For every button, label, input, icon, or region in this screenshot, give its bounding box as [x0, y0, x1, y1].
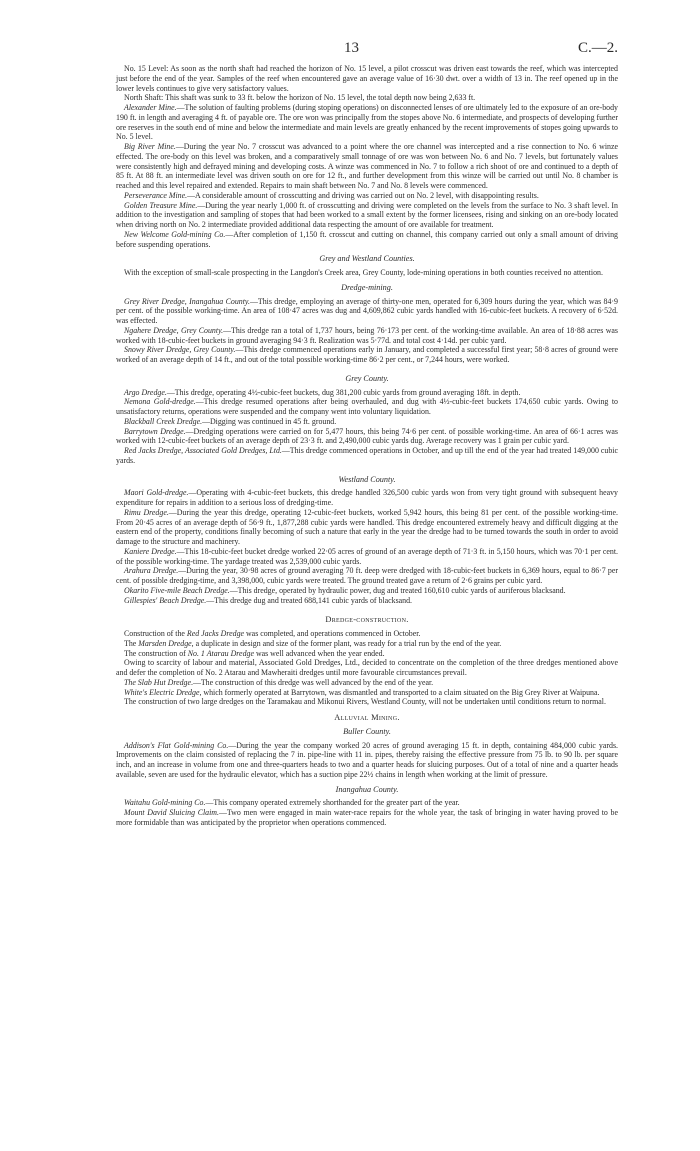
paragraph-text: North Shaft: This shaft was sunk to 33 ft. below the horizon of No. 15 level, the total depth now being 2,633 ft.: [124, 93, 476, 103]
section-heading-grey-county: Grey County.: [345, 373, 389, 383]
dredge-name: Marsden Dredge: [138, 638, 192, 648]
paragraph-title: Big River Mine.: [124, 142, 176, 151]
section-heading-dredge-construction: Dredge-construction.: [325, 615, 409, 625]
paragraph-text: The construction of: [124, 648, 188, 658]
paragraph-title: Waitahu Gold-mining Co.: [124, 798, 206, 808]
paragraph: [116, 508, 618, 547]
paragraph-text: —This dredge resumed operations after being overhauled, and dug with 4½-cubic-feet buckets 174,650 cubic yards. Owing to unsatisfactory returns, operations were suspended and the company went into voluntary liquidation.: [116, 397, 618, 416]
paragraph: [116, 64, 618, 93]
paragraph-title: New Welcome Gold-mining Co.: [124, 229, 226, 239]
paragraph-text: Construction of the: [124, 629, 187, 638]
paragraph: [116, 201, 618, 230]
paragraph: [116, 566, 618, 586]
paragraph-text: —This dredge, operated by hydraulic power, dug and treated 160,610 cubic yards of auriferous blacksand.: [229, 585, 566, 595]
paragraph-text: —Digging was continued in 45 ft. ground.: [202, 416, 337, 426]
section-heading-alluvial-mining: Alluvial Mining.: [334, 713, 400, 722]
section-heading-westland-county: Westland County.: [338, 474, 396, 484]
section-dredge-mining: [116, 297, 618, 365]
paragraph: [116, 547, 618, 567]
paragraph-text: —After completion of 1,150 ft. crosscut and cutting on channel, this company carried out only a small amount of driving before suspending operations.: [116, 229, 618, 249]
paragraph-text: —This dredge, employing an average of thirty-one men, operated for 6,309 hours during the year, which was 84·9 per cent. of the possible working-time. An area of 108·47 acres was dug and 4,609,862 cubic yards handled with 16-cubic-feet buckets. A recovery of 6·52d. was effected.: [116, 296, 619, 325]
paragraph-text: —This dredge commenced operations in October, and up till the end of the year had treated 149,000 cubic yards.: [116, 446, 618, 465]
paragraph: [116, 697, 618, 707]
paragraph-title: Golden Treasure Mine.: [124, 200, 198, 210]
paragraph: With the exception of small-scale prospecting in the Langdon's Creek area, Grey County, lode-mining operations in both counties received no attention.: [124, 268, 603, 277]
paragraph: [116, 808, 618, 828]
paragraph-text: —During the year No. 7 crosscut was advanced to a point where the ore channel was intercepted and a rise connection to No. 6 winze effected. The ore-body on this level was broken, and a comparatively small tonnage of ore was won between No. 6 and No. 7 levels, but fortunately values were consistently high and defrayed mining and developing costs. A winze was commenced in No. 7 to follow a rich shoot of ore and continued to a depth of 85 ft. At 88 ft. an intermediate level was driven south on ore for 12 ft., and further development from this winze will be carried out until No. 8 chamber is reached and this level repaired and extended. Repairs to main shaft between No. 7 and No. 8 levels were commenced.: [116, 142, 618, 190]
paragraph: [116, 678, 618, 688]
paragraph-title: Arahura Dredge.: [124, 566, 179, 576]
paragraph-text: —Dredging operations were carried on for 5,477 hours, this being 74·6 per cent. of possible working-time. An area of 66·1 acres was worked with 12-cubic-feet buckets of an average depth of 23·3 ft. and 2,490,000 cubic yards dug. Average recovery was 1 grain per cubic yard.: [116, 426, 619, 446]
paragraph: [116, 688, 618, 698]
paragraph-title: Rimu Dredge.: [124, 507, 169, 517]
paragraph-text: —During the year this dredge, operating 12-cubic-feet buckets, worked 5,942 hours, this being 81 per cent. of the possible working-time. From 20·45 acres of an average depth of 56·9 ft., 1,877,288 cubic yards were handled. This dredge encountered extremely heavy and difficult digging at the eastern end of the property, conditions finally becoming of such a nature that early in the year the dredge had to be turned towards the south in order to avoid damage to the structure and machinery.: [116, 507, 618, 546]
section-westland-county: [116, 488, 618, 605]
section-heading-grey-westland: Grey and Westland Counties.: [319, 254, 415, 264]
paragraph-title: Okarito Five-mile Beach Dredge.: [124, 585, 230, 595]
paragraph: [116, 388, 618, 398]
paragraph-title: Grey River Dredge, Inangahua County.: [124, 296, 250, 306]
paragraph-title: Argo Dredge.: [124, 387, 167, 397]
paragraph-title: Addison's Flat Gold-mining Co.: [124, 740, 229, 750]
paragraph: [116, 230, 618, 250]
paragraph: [116, 586, 618, 596]
paragraph-text: The construction of two large dredges on the Taramakau and Mikonui Rivers, Westland County, will not be undertaken until conditions return to normal.: [124, 697, 606, 707]
paragraph: [116, 446, 618, 466]
paragraph-text: Owing to scarcity of labour and material, Associated Gold Dredges, Ltd., decided to concentrate on the completion of the three dredges mentioned above and defer the completion of No. 2 Atarau and Mawheraiti dredges until more favourable circumstances prevail.: [116, 658, 618, 677]
paragraph: [116, 639, 618, 649]
paragraph-text: —This dredge commenced operations early in January, and completed a successful first year; 58·8 acres of ground were worked of an average depth of 14 ft., and out of the total possible working-time 86·2 per cent., or 7,244 hours, were worked.: [116, 345, 618, 364]
paragraph: [116, 191, 618, 201]
paragraph-text: —Operating with 4-cubic-feet buckets, this dredge handled 326,500 cubic yards won from very tight ground with subsequent heavy expenditure for repairs in addition to a serious loss of dredging-time.: [116, 488, 618, 507]
paragraph: [116, 629, 618, 639]
paragraph-title: Barrytown Dredge.: [124, 426, 186, 436]
paragraph-title: Ngahere Dredge, Grey County.: [124, 325, 224, 335]
dredge-name: No. 1 Atarau Dredge: [187, 648, 254, 658]
paragraph-text: was completed, and operations commenced in October.: [244, 629, 421, 638]
paragraph-text: —This company operated extremely shorthanded for the greater part of the year.: [205, 798, 460, 808]
paragraph-title: Maori Gold-dredge.: [124, 488, 189, 498]
section-heading-dredge-mining: Dredge-mining.: [341, 282, 393, 292]
dredge-name: The Slab Hut Dredge: [124, 677, 191, 687]
paragraph-text: —Two men were engaged in main water-race repairs for the whole year, the task of bringing in water having proved to be more formidable than was anticipated by the proprietor when operations commenced.: [116, 808, 618, 827]
paragraph: [116, 326, 618, 346]
paragraph-text: , which formerly operated at Barrytown, was dismantled and transported to a claim situated on the Big Grey River at Waipuna.: [199, 687, 600, 697]
paragraph: [116, 297, 618, 326]
paragraph-text: .—The construction of this dredge was well advanced by the end of the year.: [191, 677, 434, 687]
paragraph-title: Blackball Creek Dredge.: [124, 416, 203, 426]
paragraph: [116, 103, 618, 142]
page-number: 13: [344, 40, 359, 56]
paragraph: [116, 142, 618, 191]
section-heading-inangahua-county: Inangahua County.: [335, 784, 399, 794]
paragraph-title: Mount David Sluicing Claim.: [124, 808, 219, 817]
paragraph-text: The: [124, 638, 139, 648]
paragraph: [116, 427, 618, 447]
paragraph-title: Snowy River Dredge, Grey County.: [124, 345, 236, 355]
paragraph: [116, 345, 618, 365]
document-reference: C.—2.: [577, 40, 618, 56]
section-dredge-construction: [116, 629, 618, 707]
paragraph-title: Gillespies' Beach Dredge.: [124, 595, 207, 605]
paragraph-text: —During the year the company worked 20 acres of ground averaging 15 ft. in depth, containing 484,000 cubic yards. Improvements on the claim consisted of replacing the 7 in. pipe-line with 11 in. pipes, thereby raising the effective pressure from 75 lb. to 90 lb. per square inch, and an increase in volume from one and three-quarters heads to two and a quarter heads for sluicing purposes. Out of a total of nine and a quarter heads available, seven are used for the hydraulic elevator, which has a suction pipe 22½ chains in length when working at the limit of pressure.: [116, 740, 618, 779]
section-buller-county: [116, 741, 618, 780]
paragraph-title: Alexander Mine.: [124, 103, 177, 112]
paragraph: [116, 93, 618, 103]
paragraph-text: —The solution of faulting problems (during stoping operations) on disconnected lenses of ore ultimately led to the exposure of an ore-body 190 ft. in length and averaging 4 ft. of payable ore. The ore won was principally from the stopes above No. 6 intermediate, and prospects of developing further ore reserves in the south end of mine and below the intermediate and main levels are greatly enhanced by the recent improvements of stopes going upwards to No. 5 level.: [116, 103, 618, 142]
paragraph-text: —This dredge, operating 4½-cubic-feet buckets, dug 381,200 cubic yards from ground averaging 18ft. in depth.: [166, 387, 521, 397]
paragraph: [116, 741, 618, 780]
section-mine-reports: [116, 64, 618, 249]
paragraph-title: Nemona Gold-dredge.: [124, 397, 196, 407]
paragraph-title: Kaniere Dredge.: [124, 546, 177, 556]
paragraph: [116, 649, 618, 659]
paragraph-title: Red Jacks Dredge, Associated Gold Dredges, Ltd.: [124, 446, 282, 455]
paragraph: [116, 417, 618, 427]
paragraph-text: —This dredge ran a total of 1,737 hours, being 76·173 per cent. of the working-time available. An area of 18·88 acres was worked with 18-cubic-feet buckets in ground averaging 94·3 ft. Realization was 5·77d. and total cost 4·14d. per cubic yard.: [116, 325, 618, 345]
paragraph: [116, 596, 618, 606]
paragraph-text: —This dredge dug and treated 688,141 cubic yards of blacksand.: [206, 595, 413, 605]
paragraph-text: —During the year, 30·98 acres of ground averaging 70 ft. deep were dredged with 18-cubic-feet buckets in 6,369 hours, equal to 86·7 per cent. of possible dredging-time, and 3,398,000, cubic yards were treated. The ground treated gave a return of 2·6 grains per cubic yard.: [116, 566, 618, 585]
paragraph-text: No. 15 Level: As soon as the north shaft had reached the horizon of No. 15 level, a pilot crosscut was driven east towards the reef, which was intercepted just before the end of the year. Samples of the reef when encountered gave an average value of 16·30 dwt. over a width of 13 in. The reef opened up in the lower levels continues to give very satisfactory values.: [116, 64, 618, 93]
section-heading-buller-county: Buller County.: [343, 726, 391, 736]
paragraph: [116, 488, 618, 508]
paragraph: [116, 798, 618, 808]
section-grey-county: [116, 388, 618, 466]
dredge-name: Red Jacks Dredge: [186, 629, 245, 638]
paragraph: [116, 397, 618, 417]
paragraph: [116, 658, 618, 678]
paragraph-text: —A considerable amount of crosscutting and driving was carried out on No. 2 level, with disappointing results.: [187, 190, 539, 200]
section-inangahua-county: [116, 798, 618, 827]
dredge-name: White's Electric Dredge: [124, 687, 200, 697]
paragraph-text: , a duplicate in design and size of the former plant, was ready for a trial run by the end of the year.: [191, 638, 502, 648]
paragraph-text: was well advanced when the year ended.: [253, 648, 385, 658]
paragraph-title: Perseverance Mine.: [124, 190, 188, 200]
paragraph-text: —During the year nearly 1,000 ft. of crosscutting and driving were completed on the levels from the surface to No. 3 shaft level. In addition to the investigation and sampling of stopes that had been worked to a small extent by the former licensees, rising and sinking on an ore-body located when driving north on No. 2 intermediate provided additional data respecting the amount of ore available for treatment.: [116, 200, 618, 229]
page-header: [116, 40, 618, 64]
paragraph-text: —This 18-cubic-feet bucket dredge worked 22·05 acres of ground of an average depth of 71·3 ft. in 5,150 hours, which was 70·1 per cent. of the possible working-time. The yardage treated was 2,539,000 cubic yards.: [116, 546, 618, 566]
